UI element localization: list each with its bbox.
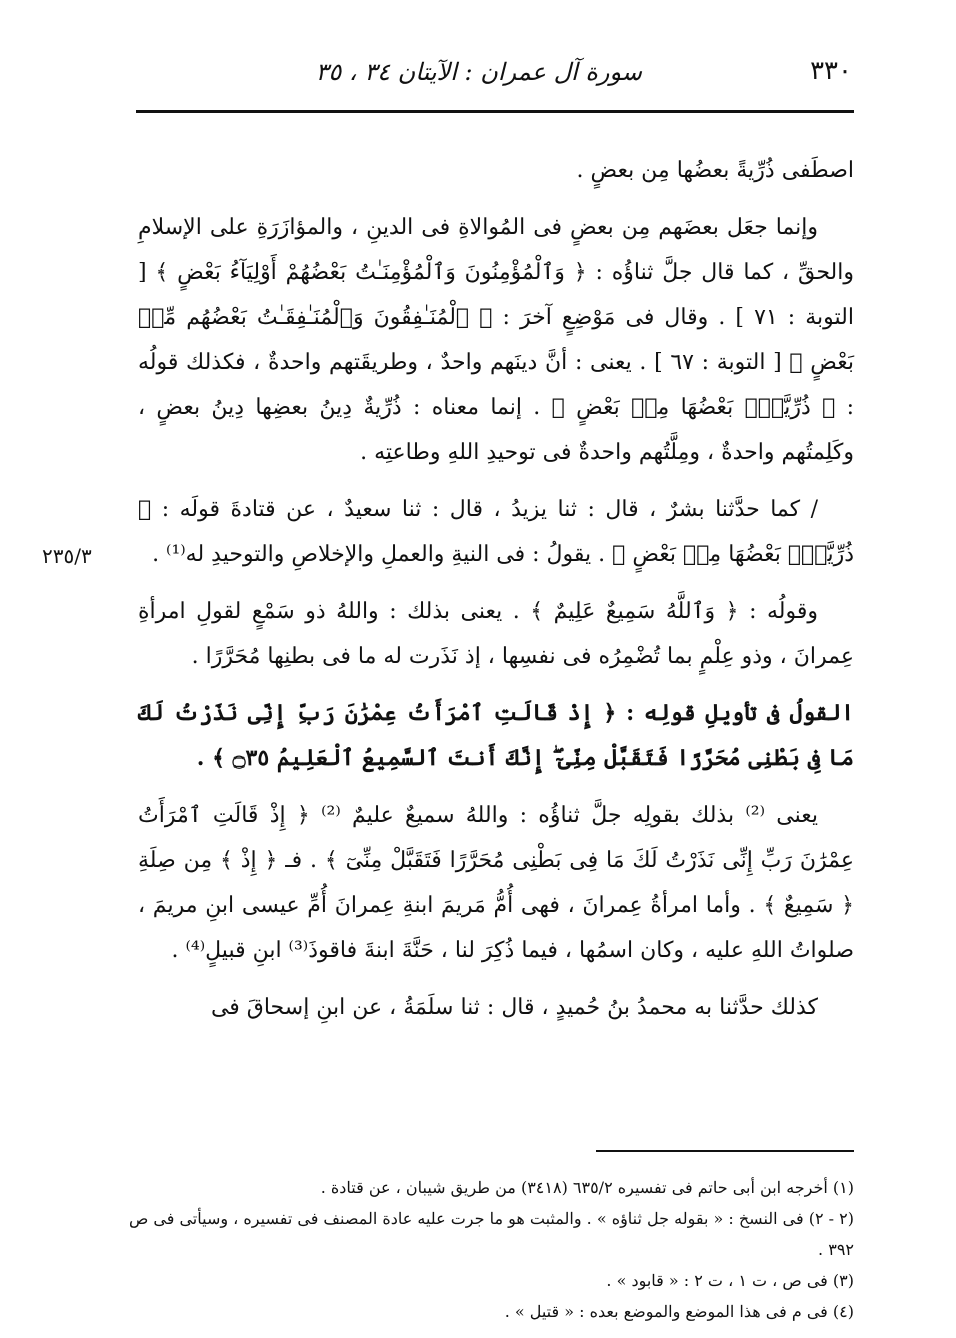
header-rule (136, 110, 854, 113)
footnote: (١) أخرجه ابن أبى حاتم فى تفسيره ٦٣٥/٢ (٣٤١٨) من طريق شيبان ، عن قتادة . (320, 1178, 854, 1197)
paragraph: اصطَفى ذُرِّيةً بعضُها مِن بعضٍ . (576, 158, 854, 183)
page-header (130, 52, 852, 92)
paragraph: يعنى ⁽²⁾ بذلك بقولِه جلَّ ثناؤُه : واللهُ سميعٌ عليمٌ ⁽²⁾ ﴿ إِذْ قَالَتِ ٱمْرَأَتُ عِمْرَٰنَ رَبِّ إِنِّى نَذَرْتُ لَكَ مَا فِى بَطْنِى مُحَرَّرًا فَتَقَبَّلْ مِنِّىٓ ﴾ . فـ ﴿ إِذْ ﴾ مِن صِلَةِ ﴿ سَمِيعٌ ﴾ . وأما امرأةُ عِمرانَ ، فهى أُمُّ مَريمَ ابنةِ عِمرانَ أُمِّ عيسى ابنِ مريمَ ، صلواتُ اللهِ عليه ، وكان اسمُها ، فيما ذُكِرَ لنا ، حَنَّةَ ابنةَ فاقوذَ⁽³⁾ ابنِ قبيلٍ⁽⁴⁾ . (138, 803, 854, 963)
main-text (138, 140, 854, 1042)
footnote: (٤) فى م فى هذا الموضع والموضع بعده : « قتيل » . (504, 1302, 854, 1321)
running-title: سورة آل عمران : الآيتان ٣٤ ، ٣٥ (315, 58, 642, 86)
page-number: ٣٣٠ (810, 56, 852, 86)
footnote: (٢ - ٢) فى النسخ : « بقوله جل ثناؤه » . والمثبت هو ما جرت عليه عادة المصنف فى تفسيره ، وسيأتى فى ص ٣٩٢ . (128, 1209, 854, 1259)
footnote: (٣) فى ص ، ت ١ ، ت ٢ : « قابود » . (606, 1271, 854, 1290)
footnotes (120, 1172, 854, 1327)
footnote-rule (596, 1150, 854, 1152)
paragraph: وقولُه : ﴿ وَٱللَّهُ سَمِيعٌ عَلِيمٌ ﴾ . يعنى بذلك : واللهُ ذو سَمْعٍ لقولِ امرأةِ عِمرانَ ، وذو عِلْمٍ بما تُضْمِرُه فى نفسِها ، إذ نَذَرت له ما فى بطنِها مُحَرَّرًا . (138, 599, 854, 669)
paragraph: وإنما جعَل بعضَهم مِن بعضٍ فى المُوالاةِ فى الدينِ ، والمؤازَرَةِ على الإسلامِ والحقِّ ، كما قال جلَّ ثناؤُه : ﴿ وَٱلْمُؤْمِنُونَ وَٱلْمُؤْمِنَـٰتُ بَعْضُهُمْ أَوْلِيَآءُ بَعْضٍ ﴾ [ التوبة : ٧١ ] . وقال فى مَوْضِعٍ آخرَ : ﴿ ٱلْمُنَـٰفِقُونَ وَٱلْمُنَـٰفِقَـٰتُ بَعْضُهُم مِّنۢ بَعْضٍ ﴾ [ التوبة : ٦٧ ] . يعنى : أنَّ دينَهم واحدٌ ، وطريقَتهم واحدةٌ ، فكذلك قولُه : ﴿ ذُرِّيَّةًۢ بَعْضُهَا مِنۢ بَعْضٍ ﴾ . إنما معناه : ذُرِّيةٌ دِينُ بعضِها دِينُ بعضٍ ، وكَلِمتُهم واحدةٌ ، ومِلَّتُهم واحدةٌ فى توحيدِ اللهِ وطاعتِه . (138, 215, 854, 465)
paragraph: كذلك حدَّثنا به محمدُ بنُ حُميدٍ ، قال : ثنا سلَمَةُ ، عن ابنِ إسحاقَ فى (210, 995, 818, 1020)
section-heading-paragraph: القولُ فى تأويلِ قولِه : ﴿ إِذْ قَالَتِ ٱمْرَأَتُ عِمْرَٰنَ رَبِّ إِنِّى نَذَرْتُ لَكَ مَا فِى بَطْنِى مُحَرَّرًا فَتَقَبَّلْ مِنِّىٓ ۖ إِنَّكَ أَنتَ ٱلسَّمِيعُ ٱلْعَلِيمُ ۝٣٥ ﴾ . (138, 700, 854, 771)
margin-reference: ٢٣٥/٣ (42, 544, 92, 568)
paragraph: / كما حدَّثنا بشرٌ ، قال : ثنا يزيدُ ، قال : ثنا سعيدٌ ، عن قتادةَ قولَه : ﴿ ذُرِّيَّةًۢ بَعْضُهَا مِنۢ بَعْضٍ ﴾ . يقولُ : فى النيةِ والعملِ والإخلاصِ والتوحيدِ له⁽¹⁾ . (138, 497, 854, 567)
